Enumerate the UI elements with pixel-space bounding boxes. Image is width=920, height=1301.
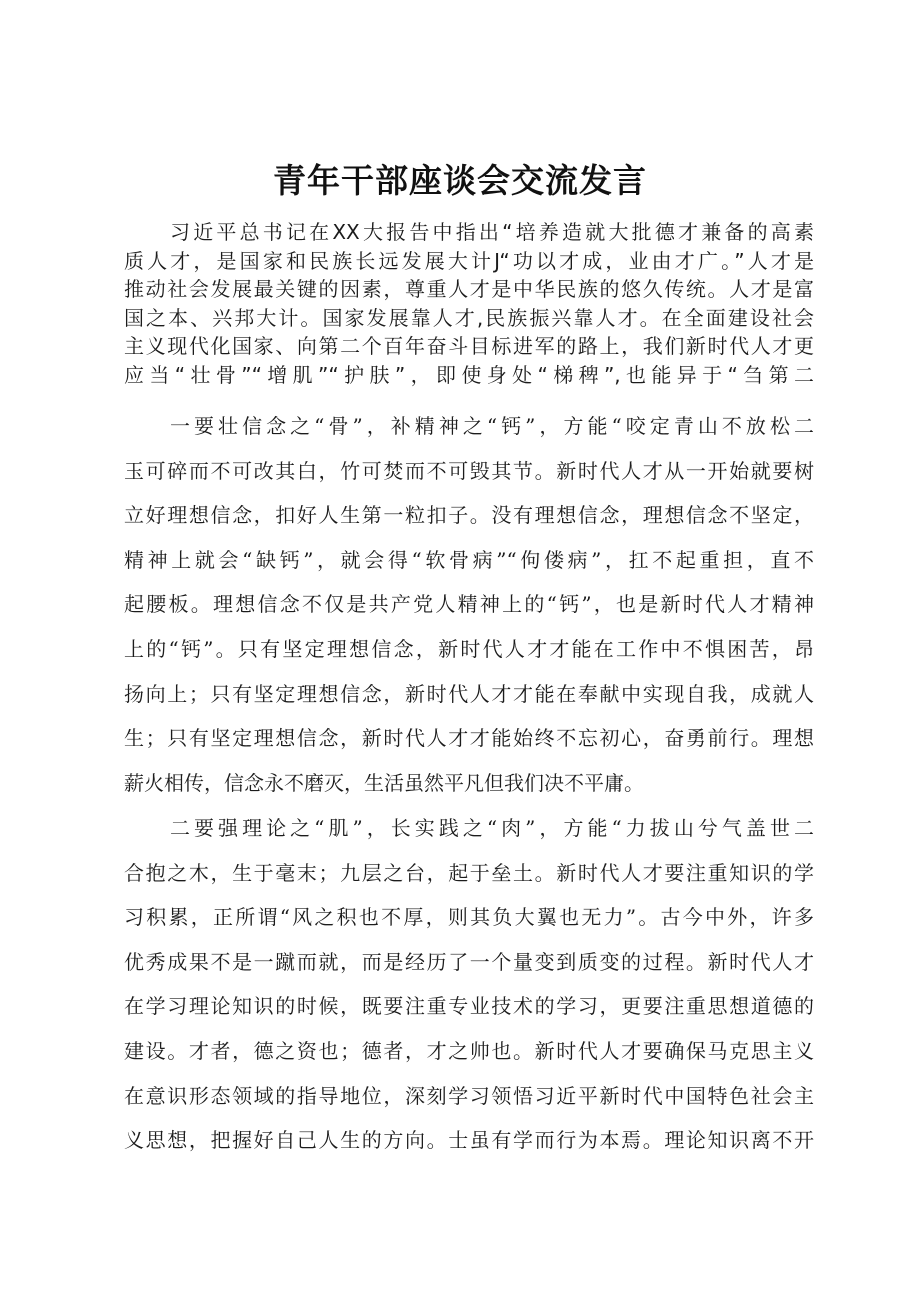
text-line: 立好理想信念，扣好人生第一粒扣子。没有理想信念，理想信念不坚定，	[124, 503, 814, 528]
text-line: 习积累，正所谓“风之积也不厚，则其负大翼也无力”。古今中外，许多	[124, 905, 814, 930]
text-line: 在意识形态领域的指导地位，深刻学习领悟习近平新时代中国特色社会主	[124, 1083, 814, 1108]
text-line: 合抱之木，生于毫末；九层之台，起于垒土。新时代人才要注重知识的学	[124, 860, 814, 885]
text-line: 一要壮信念之“骨”，补精神之“钙”，方能“咬定青山不放松二	[170, 414, 814, 438]
text-line: 质人才，是国家和民族长远发展大计J“功以才成，业由才广。”人才是	[124, 248, 814, 273]
text-line: 起腰板。理想信念不仅是共产党人精神上的“钙”，也是新时代人才精神	[124, 592, 814, 617]
text-line: 推动社会发展最关键的因素，尊重人才是中华民族的悠久传统。人才是富	[124, 277, 814, 302]
paragraph-second-point	[124, 806, 814, 1163]
text-line: 国之本、兴邦大计。国家发展靠人才,民族振兴靠人才。在全面建设社会	[124, 305, 814, 330]
text-line: 生；只有坚定理想信念，新时代人才才能始终不忘初心，奋勇前行。理想	[124, 726, 814, 751]
text-line: 玉可碎而不可改其白，竹可焚而不可毁其节。新时代人才从一开始就要树	[124, 458, 814, 483]
text-line: 主义现代化国家、向第二个百年奋斗目标进军的路上，我们新时代人才更	[124, 334, 814, 359]
text-line: 义思想，把握好自己人生的方向。士虽有学而行为本焉。理论知识离不开	[124, 1128, 814, 1153]
paragraph-intro	[124, 218, 814, 390]
text-line: 扬向上；只有坚定理想信念，新时代人才才能在奉献中实现自我，成就人	[124, 681, 814, 706]
text-line: 习近平总书记在XX大报告中指出“培养造就大批德才兼备的高素	[170, 220, 814, 244]
text-line: 应当“壮骨”“增肌”“护肤”，即使身处“梯稗”,也能异于“刍第二	[124, 362, 814, 387]
text-line: 优秀成果不是一蹴而就，而是经历了一个量变到质变的过程。新时代人才	[124, 949, 814, 974]
text-line: 薪火相传，信念永不磨灭，生活虽然平凡但我们决不平庸。	[124, 770, 644, 795]
text-line: 精神上就会“缺钙”，就会得“软骨病”“佝偻病”，扛不起重担，直不	[124, 547, 814, 572]
text-line: 在学习理论知识的时候，既要注重专业技术的学习，更要注重思想道德的	[124, 994, 814, 1019]
text-line: 建设。才者，德之资也；德者，才之帅也。新时代人才要确保马克思主义	[124, 1038, 814, 1063]
text-line: 二要强理论之“肌”，长实践之“肉”，方能“力拔山兮气盖世二	[170, 816, 814, 840]
text-line: 上的“钙”。只有坚定理想信念，新时代人才才能在工作中不惧困苦，昂	[124, 636, 814, 661]
document-title: 青年干部座谈会交流发言	[273, 161, 647, 200]
paragraph-first-point	[124, 404, 814, 805]
